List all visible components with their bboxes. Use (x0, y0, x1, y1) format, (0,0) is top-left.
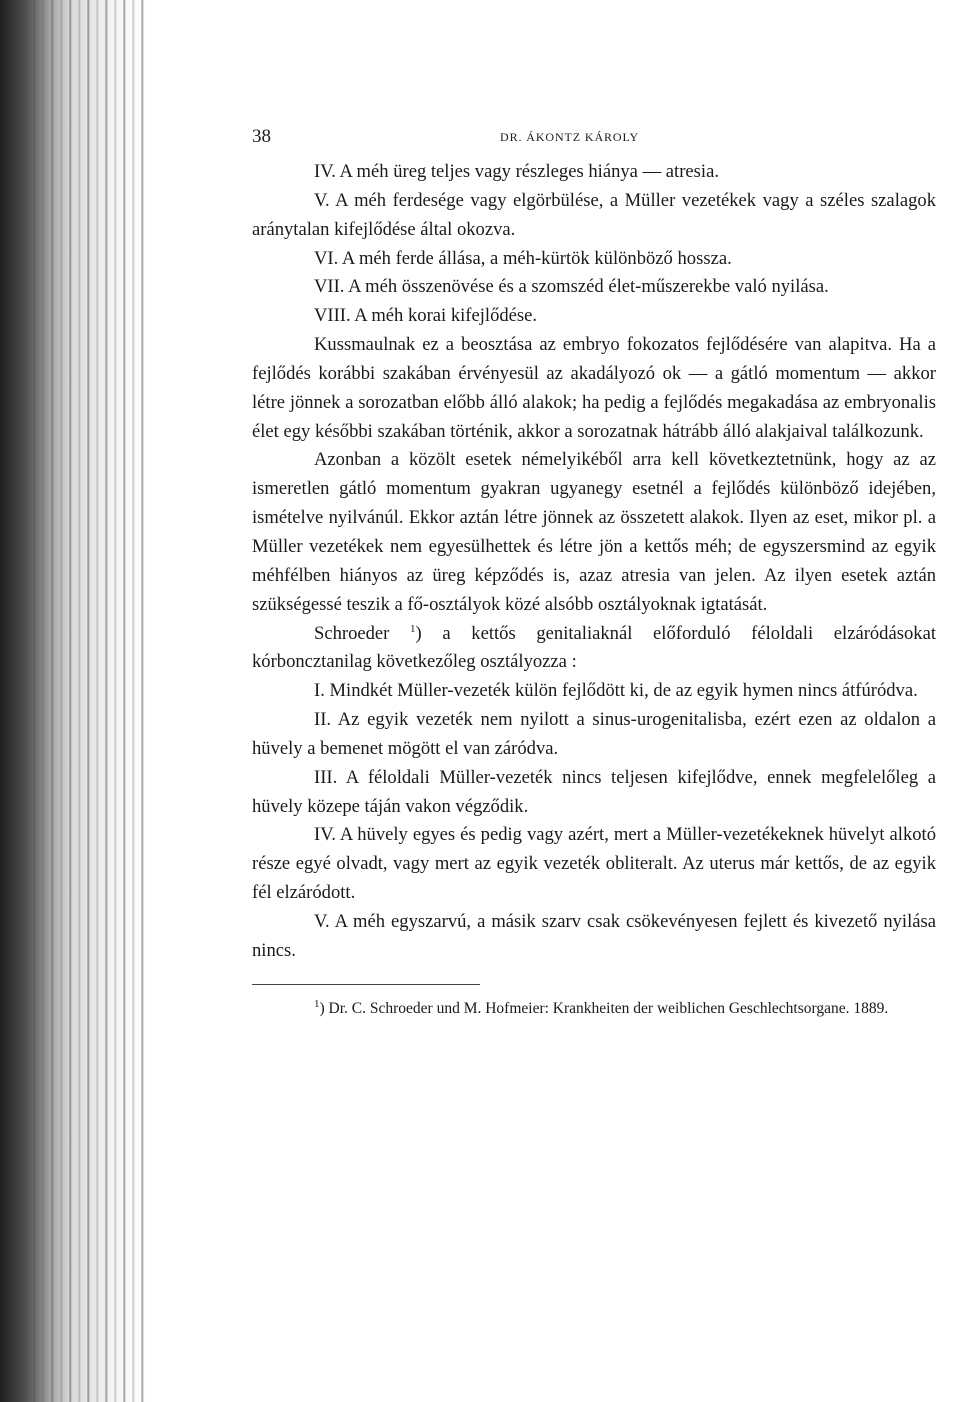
schroeder-lead: Schroeder (314, 622, 411, 644)
body-text (252, 158, 936, 966)
list-item-iv: IV. A méh üreg teljes vagy részleges hiánya — atresia. (314, 161, 719, 182)
footnote-reference: 1 (410, 622, 416, 635)
list-item-viii: VIII. A méh korai kifejlődése. (314, 305, 538, 327)
binding-shadow (0, 0, 70, 1402)
footnote-divider (252, 984, 480, 985)
page-number: 38 (252, 126, 271, 147)
paragraph-schroeder (252, 620, 936, 678)
paragraph-kussmaul: Kussmaulnak ez a beosztása az embryo fokozatos fejlődésére van alapitva. Ha a fejlődés korábbi szakában érvényesül az akadályozó ok — a gátló momentum — akkor létre jönnek a sorozatban előbb álló alakok; ha pedig a fejlődés megakadása az embryonalis élet egy későbbi szakában történik, akkor a sorozatnak hátrább álló alakjaival találkozunk. (252, 334, 936, 442)
list-item-v: V. A méh ferdesége vagy elgörbülése, a Müller vezetékek vagy a széles szalagok aránytalan kifejlődése által okozva. (252, 189, 936, 240)
list-item-vi: VI. A méh ferde állása, a méh-kürtök különböző hossza. (314, 247, 732, 269)
paragraph-azonban: Azonban a közölt esetek némelyikéből arra kell következtetnünk, hogy az az ismeretlen gátló momentum gyakran ugyanegy esetnél a fejlődés különböző idejében, ismételve nyilvánúl. Ekkor aztán létre jönnek az összetett alakok. Ilyen az eset, mikor pl. a Müller vezetékek nem egyesülhettek és létre jön a kettős méh; de egyszersmind az egyik méhfélben hiányos az üreg képződés is, azaz atresia van jelen. Az ilyen esetek aztán szükségessé teszik a fő-osztályok közé alsóbb osztályoknak igtatását. (252, 449, 936, 615)
page-header (252, 118, 936, 158)
footnote-text: ) Dr. C. Schroeder und M. Hofmeier: Krankheiten der weiblichen Geschlechtsorgane. 1889. (319, 999, 889, 1017)
running-head: DR. ÁKONTZ KÁROLY (500, 130, 640, 144)
class-item-iv: IV. A hüvely egyes és pedig vagy azért, mert a Müller-vezetékeknek hüvelyt alkotó része egyé olvadt, vagy mert az egyik vezeték obliteralt. Az uterus már kettős, de az egyik fél elzáródott. (252, 824, 936, 904)
class-item-i: I. Mindkét Müller-vezeték külön fejlődött ki, de az egyik hymen nincs átfúródva. (314, 680, 918, 702)
class-item-v: V. A méh egyszarvú, a másik szarv csak csökevényesen fejlett és kivezető nyilása nincs. (252, 910, 936, 961)
footnote (252, 997, 936, 1020)
footnotes (252, 984, 936, 1020)
class-item-iii: III. A féloldali Müller-vezeték nincs teljesen kifejlődve, ennek megfelelőleg a hüvely közepe táján vakon végződik. (252, 766, 936, 817)
schroeder-text: ) a kettős genitaliaknál előforduló féloldali elzáródásokat kórboncztanilag következőleg osztályozza : (252, 622, 936, 673)
class-item-ii: II. Az egyik vezeték nem nyilott a sinus-urogenitalisba, ezért ezen az oldalon a hüvely a bemenet mögött el van záródva. (252, 709, 936, 759)
footnote-marker: 1 (314, 997, 320, 1010)
document-page (252, 118, 936, 1020)
list-item-vii: VII. A méh összenövése és a szomszéd élet-műszerekbe való nyilása. (314, 276, 829, 298)
